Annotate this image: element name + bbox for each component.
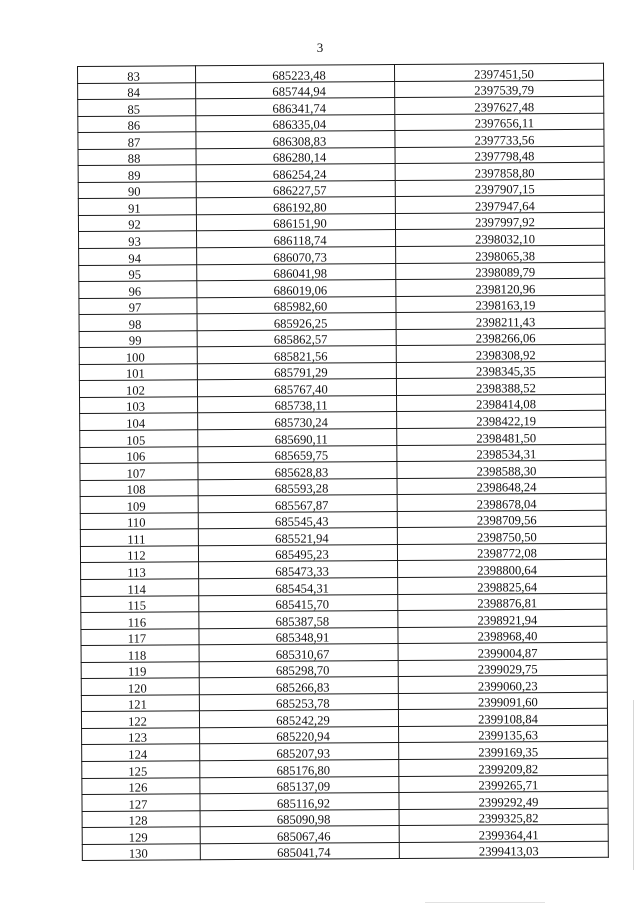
x-coordinate-cell: 686341,74 bbox=[196, 98, 395, 116]
x-coordinate-cell: 685690,11 bbox=[198, 429, 397, 447]
y-coordinate-cell: 2398921,94 bbox=[398, 609, 607, 627]
table-row bbox=[81, 642, 607, 662]
x-coordinate-cell: 686308,83 bbox=[196, 131, 395, 149]
y-coordinate-cell: 2397907,15 bbox=[395, 179, 604, 197]
point-number-cell: 87 bbox=[78, 132, 196, 149]
point-number-cell: 103 bbox=[80, 397, 198, 414]
x-coordinate-cell: 685116,92 bbox=[200, 793, 399, 811]
point-number-cell: 114 bbox=[81, 579, 199, 596]
table-row bbox=[79, 262, 605, 282]
y-coordinate-cell: 2399108,84 bbox=[398, 709, 607, 727]
point-number-cell: 128 bbox=[82, 810, 200, 827]
point-number-cell: 111 bbox=[80, 529, 198, 546]
table-row bbox=[81, 609, 607, 629]
point-number-cell: 99 bbox=[79, 331, 197, 348]
point-number-cell: 113 bbox=[81, 562, 199, 579]
point-number-cell: 101 bbox=[79, 364, 197, 381]
table-row bbox=[80, 543, 606, 563]
x-coordinate-cell: 685298,70 bbox=[199, 660, 398, 678]
table-row bbox=[78, 179, 604, 199]
y-coordinate-cell: 2398876,81 bbox=[398, 593, 607, 611]
table-row bbox=[82, 808, 608, 828]
x-coordinate-cell: 685253,78 bbox=[199, 693, 398, 711]
table-row bbox=[80, 510, 606, 530]
y-coordinate-cell: 2397539,79 bbox=[395, 80, 604, 98]
x-coordinate-cell: 685207,93 bbox=[200, 743, 399, 761]
y-coordinate-cell: 2397947,64 bbox=[395, 196, 604, 214]
x-coordinate-cell: 685220,94 bbox=[200, 726, 399, 744]
table-row bbox=[81, 593, 607, 613]
x-coordinate-cell: 685659,75 bbox=[198, 445, 397, 463]
y-coordinate-cell: 2399091,60 bbox=[398, 692, 607, 710]
point-number-cell: 130 bbox=[82, 843, 200, 860]
y-coordinate-cell: 2398825,64 bbox=[398, 576, 607, 594]
x-coordinate-cell: 685387,58 bbox=[199, 611, 398, 629]
table-row bbox=[79, 378, 605, 398]
y-coordinate-cell: 2398800,64 bbox=[398, 560, 607, 578]
point-number-cell: 112 bbox=[80, 546, 198, 563]
y-coordinate-cell: 2399265,71 bbox=[399, 775, 608, 793]
table-row bbox=[80, 477, 606, 497]
x-coordinate-cell: 685067,46 bbox=[200, 826, 399, 844]
point-number-cell: 98 bbox=[79, 314, 197, 331]
point-number-cell: 126 bbox=[82, 777, 200, 794]
x-coordinate-cell: 685821,56 bbox=[197, 346, 396, 364]
y-coordinate-cell: 2398588,30 bbox=[397, 460, 606, 478]
x-coordinate-cell: 686118,74 bbox=[197, 230, 396, 248]
table-row bbox=[79, 345, 605, 365]
point-number-cell: 123 bbox=[82, 728, 200, 745]
y-coordinate-cell: 2399292,49 bbox=[399, 791, 608, 809]
x-coordinate-cell: 686227,57 bbox=[196, 180, 395, 198]
point-number-cell: 94 bbox=[79, 248, 197, 265]
table-row bbox=[81, 626, 607, 646]
point-number-cell: 96 bbox=[79, 281, 197, 298]
y-coordinate-cell: 2398422,19 bbox=[397, 411, 606, 429]
y-coordinate-cell: 2399029,75 bbox=[398, 659, 607, 677]
table-row bbox=[81, 576, 607, 596]
point-number-cell: 124 bbox=[82, 744, 200, 761]
table-row bbox=[79, 278, 605, 298]
y-coordinate-cell: 2398534,31 bbox=[397, 444, 606, 462]
y-coordinate-cell: 2398414,08 bbox=[397, 394, 606, 412]
x-coordinate-cell: 685791,29 bbox=[197, 362, 396, 380]
x-coordinate-cell: 686151,90 bbox=[196, 213, 395, 231]
point-number-cell: 105 bbox=[80, 430, 198, 447]
x-coordinate-cell: 686019,06 bbox=[197, 280, 396, 298]
x-coordinate-cell: 685415,70 bbox=[199, 594, 398, 612]
x-coordinate-cell: 685545,43 bbox=[198, 511, 397, 529]
point-number-cell: 122 bbox=[81, 711, 199, 728]
y-coordinate-cell: 2398709,56 bbox=[397, 510, 606, 528]
x-coordinate-cell: 685593,28 bbox=[198, 478, 397, 496]
point-number-cell: 93 bbox=[79, 231, 197, 248]
y-coordinate-cell: 2397627,48 bbox=[395, 96, 604, 114]
x-coordinate-cell: 685223,48 bbox=[196, 65, 395, 83]
point-number-cell: 91 bbox=[78, 198, 196, 215]
point-number-cell: 88 bbox=[78, 149, 196, 166]
point-number-cell: 118 bbox=[81, 645, 199, 662]
y-coordinate-cell: 2398772,08 bbox=[397, 543, 606, 561]
y-coordinate-cell: 2399325,82 bbox=[399, 808, 608, 826]
table-row bbox=[80, 427, 606, 447]
table-row bbox=[79, 311, 605, 331]
x-coordinate-cell: 685767,40 bbox=[197, 379, 396, 397]
table-row bbox=[81, 659, 607, 679]
table-row bbox=[78, 113, 604, 133]
point-number-cell: 110 bbox=[80, 513, 198, 530]
x-coordinate-cell: 685176,80 bbox=[200, 760, 399, 778]
y-coordinate-cell: 2398089,79 bbox=[396, 262, 605, 280]
point-number-cell: 108 bbox=[80, 479, 198, 496]
x-coordinate-cell: 685521,94 bbox=[198, 528, 397, 546]
point-number-cell: 119 bbox=[81, 661, 199, 678]
table-row bbox=[78, 163, 604, 183]
x-coordinate-cell: 685041,74 bbox=[200, 842, 399, 860]
table-row bbox=[81, 692, 607, 712]
table-row bbox=[80, 527, 606, 547]
table-row bbox=[78, 146, 604, 166]
point-number-cell: 115 bbox=[81, 595, 199, 612]
y-coordinate-cell: 2397997,92 bbox=[395, 212, 604, 230]
y-coordinate-cell: 2397656,11 bbox=[395, 113, 604, 131]
table-row bbox=[82, 791, 608, 811]
x-coordinate-cell: 685495,23 bbox=[198, 544, 397, 562]
y-coordinate-cell: 2398481,50 bbox=[397, 427, 606, 445]
table-row bbox=[80, 493, 606, 513]
table-row bbox=[79, 328, 605, 348]
x-coordinate-cell: 685266,83 bbox=[199, 677, 398, 695]
table-row bbox=[79, 295, 605, 315]
x-coordinate-cell: 685926,25 bbox=[197, 313, 396, 331]
y-coordinate-cell: 2398968,40 bbox=[398, 626, 607, 644]
y-coordinate-cell: 2399004,87 bbox=[398, 642, 607, 660]
point-number-cell: 121 bbox=[81, 695, 199, 712]
y-coordinate-cell: 2398211,43 bbox=[396, 311, 605, 329]
y-coordinate-cell: 2398345,35 bbox=[396, 361, 605, 379]
x-coordinate-cell: 685567,87 bbox=[198, 495, 397, 513]
point-number-cell: 106 bbox=[80, 446, 198, 463]
y-coordinate-cell: 2398163,19 bbox=[396, 295, 605, 313]
coordinates-table bbox=[77, 63, 609, 861]
x-coordinate-cell: 686280,14 bbox=[196, 147, 395, 165]
x-coordinate-cell: 686254,24 bbox=[196, 164, 395, 182]
y-coordinate-cell: 2397733,56 bbox=[395, 129, 604, 147]
point-number-cell: 104 bbox=[80, 413, 198, 430]
y-coordinate-cell: 2398678,04 bbox=[397, 493, 606, 511]
point-number-cell: 107 bbox=[80, 463, 198, 480]
table-row bbox=[81, 560, 607, 580]
point-number-cell: 127 bbox=[82, 794, 200, 811]
point-number-cell: 97 bbox=[79, 297, 197, 314]
y-coordinate-cell: 2398266,06 bbox=[396, 328, 605, 346]
y-coordinate-cell: 2398388,52 bbox=[396, 378, 605, 396]
point-number-cell: 89 bbox=[78, 165, 196, 182]
x-coordinate-cell: 685137,09 bbox=[200, 776, 399, 794]
y-coordinate-cell: 2397858,80 bbox=[395, 163, 604, 181]
point-number-cell: 85 bbox=[78, 99, 196, 116]
x-coordinate-cell: 685310,67 bbox=[199, 644, 398, 662]
x-coordinate-cell: 685744,94 bbox=[196, 81, 395, 99]
point-number-cell: 92 bbox=[78, 215, 196, 232]
point-number-cell: 120 bbox=[81, 678, 199, 695]
table-row bbox=[78, 63, 604, 83]
table-row bbox=[80, 394, 606, 414]
table-row bbox=[82, 841, 608, 861]
x-coordinate-cell: 686041,98 bbox=[197, 263, 396, 281]
table-row bbox=[80, 444, 606, 464]
point-number-cell: 84 bbox=[78, 82, 196, 99]
y-coordinate-cell: 2399135,63 bbox=[399, 725, 608, 743]
y-coordinate-cell: 2399209,82 bbox=[399, 758, 608, 776]
y-coordinate-cell: 2399169,35 bbox=[399, 742, 608, 760]
table-row bbox=[81, 709, 607, 729]
point-number-cell: 116 bbox=[81, 612, 199, 629]
point-number-cell: 86 bbox=[78, 115, 196, 132]
table-row bbox=[80, 411, 606, 431]
point-number-cell: 90 bbox=[78, 182, 196, 199]
x-coordinate-cell: 685473,33 bbox=[199, 561, 398, 579]
table-row bbox=[78, 196, 604, 216]
coordinates-table-body bbox=[78, 63, 609, 860]
x-coordinate-cell: 685454,31 bbox=[199, 578, 398, 596]
point-number-cell: 129 bbox=[82, 827, 200, 844]
scan-margin-line bbox=[633, 700, 634, 870]
point-number-cell: 83 bbox=[78, 66, 196, 83]
table-row bbox=[79, 229, 605, 249]
x-coordinate-cell: 685730,24 bbox=[198, 412, 397, 430]
page-number: 3 bbox=[316, 40, 324, 55]
point-number-cell: 117 bbox=[81, 628, 199, 645]
scan-footer-line bbox=[425, 902, 545, 903]
table-row bbox=[81, 676, 607, 696]
table-row bbox=[82, 742, 608, 762]
table-row bbox=[82, 824, 608, 844]
y-coordinate-cell: 2397451,50 bbox=[394, 63, 603, 81]
x-coordinate-cell: 685628,83 bbox=[198, 462, 397, 480]
table-row bbox=[82, 725, 608, 745]
point-number-cell: 109 bbox=[80, 496, 198, 513]
y-coordinate-cell: 2398750,50 bbox=[397, 527, 606, 545]
point-number-cell: 125 bbox=[82, 761, 200, 778]
y-coordinate-cell: 2399413,03 bbox=[399, 841, 608, 859]
table-row bbox=[80, 460, 606, 480]
x-coordinate-cell: 685242,29 bbox=[199, 710, 398, 728]
y-coordinate-cell: 2399060,23 bbox=[398, 676, 607, 694]
point-number-cell: 100 bbox=[79, 347, 197, 364]
point-number-cell: 102 bbox=[79, 380, 197, 397]
table-row bbox=[82, 758, 608, 778]
table-row bbox=[79, 361, 605, 381]
y-coordinate-cell: 2398648,24 bbox=[397, 477, 606, 495]
table-row bbox=[78, 80, 604, 100]
x-coordinate-cell: 686070,73 bbox=[197, 247, 396, 265]
table-row bbox=[79, 245, 605, 265]
point-number-cell: 95 bbox=[79, 264, 197, 281]
y-coordinate-cell: 2399364,41 bbox=[399, 824, 608, 842]
y-coordinate-cell: 2398032,10 bbox=[396, 229, 605, 247]
table-row bbox=[78, 129, 604, 149]
x-coordinate-cell: 685090,98 bbox=[200, 809, 399, 827]
y-coordinate-cell: 2398065,38 bbox=[396, 245, 605, 263]
x-coordinate-cell: 686335,04 bbox=[196, 114, 395, 132]
table-row bbox=[82, 775, 608, 795]
y-coordinate-cell: 2398120,96 bbox=[396, 278, 605, 296]
x-coordinate-cell: 686192,80 bbox=[196, 197, 395, 215]
x-coordinate-cell: 685982,60 bbox=[197, 296, 396, 314]
table-row bbox=[78, 212, 604, 232]
y-coordinate-cell: 2398308,92 bbox=[396, 345, 605, 363]
y-coordinate-cell: 2397798,48 bbox=[395, 146, 604, 164]
table-row bbox=[78, 96, 604, 116]
x-coordinate-cell: 685738,11 bbox=[198, 395, 397, 413]
x-coordinate-cell: 685862,57 bbox=[197, 329, 396, 347]
x-coordinate-cell: 685348,91 bbox=[199, 627, 398, 645]
